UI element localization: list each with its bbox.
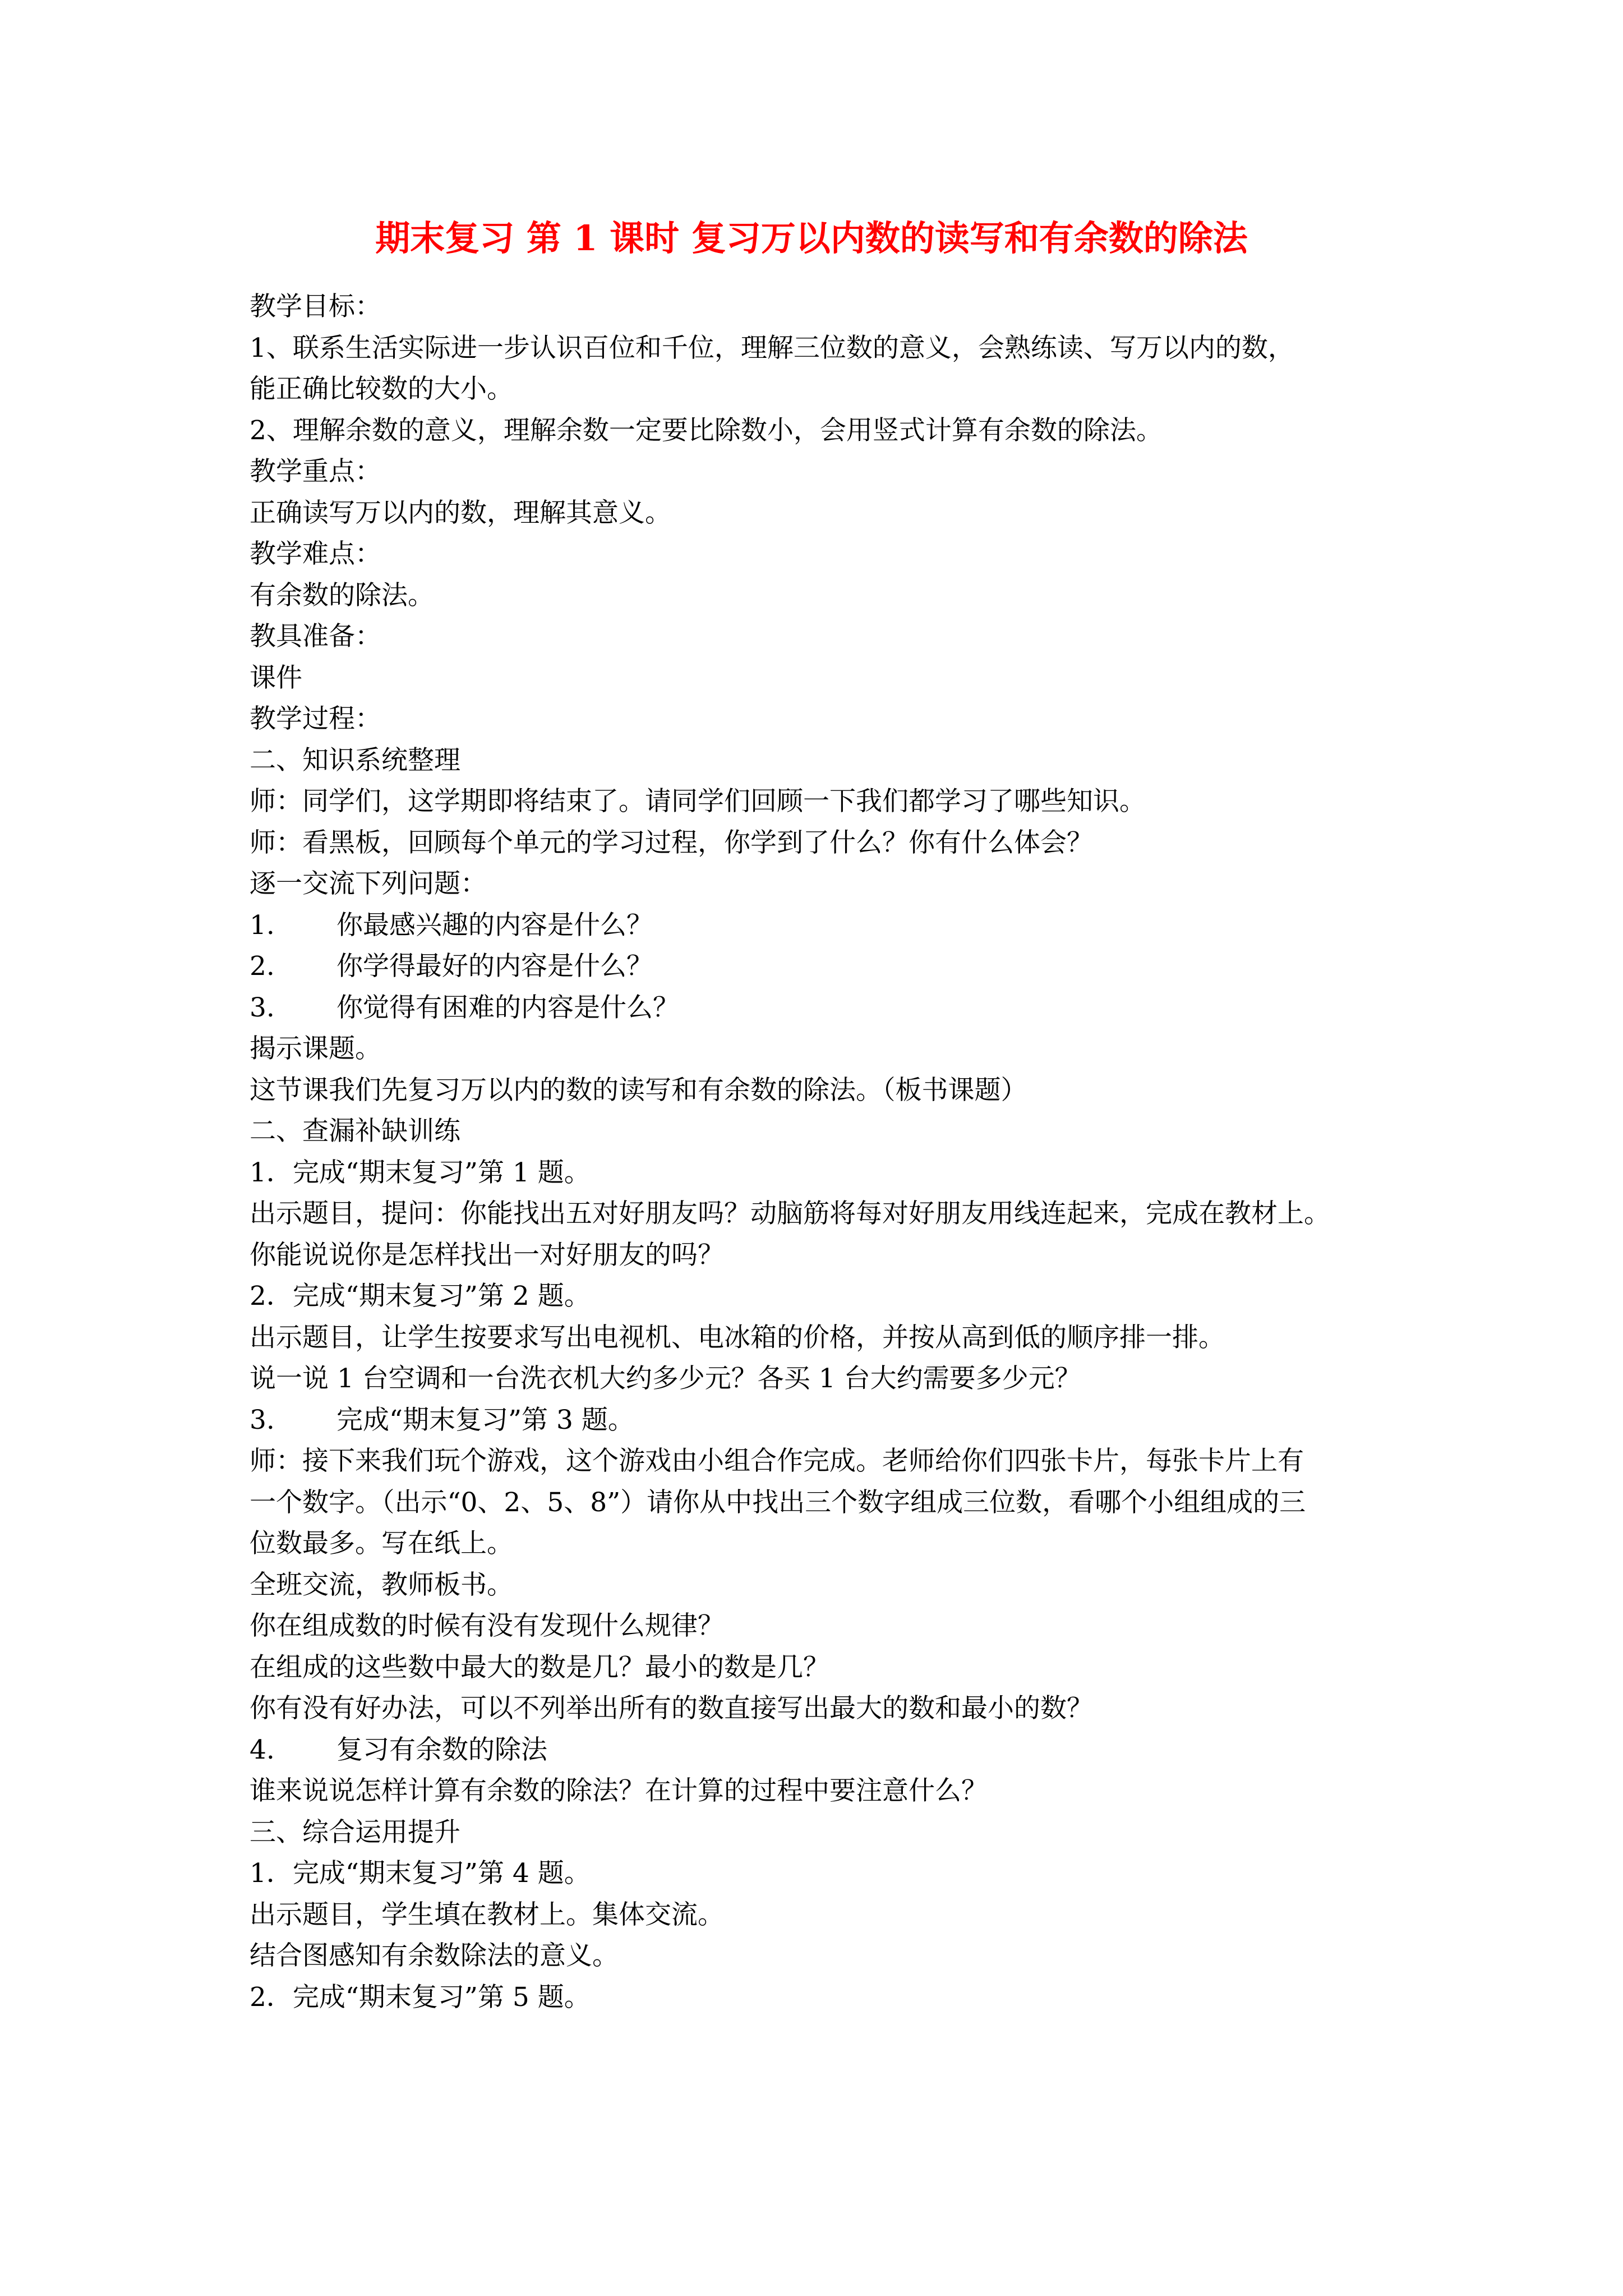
body-line: 位数最多。写在纸上。 <box>250 1528 513 1559</box>
body-line <box>250 905 1413 946</box>
body-line: 2．完成“期末复习”第 5 题。 <box>250 1981 591 2013</box>
body-line: 结合图感知有余数除法的意义。 <box>250 1940 619 1971</box>
document-title: 期末复习 第 1 课时 复习万以内数的读写和有余数的除法 <box>375 218 1248 259</box>
body-line: 课件 <box>250 662 302 693</box>
list-text: 你最感兴趣的内容是什么？ <box>336 909 653 941</box>
list-number: 4. <box>250 1734 275 1765</box>
list-text: 复习有余数的除法 <box>336 1734 547 1765</box>
list-number: 3. <box>250 992 275 1023</box>
list-text: 你学得最好的内容是什么？ <box>336 951 653 982</box>
body-line: 二、查漏补缺训练 <box>250 1116 460 1147</box>
body-line: 师：接下来我们玩个游戏，这个游戏由小组合作完成。老师给你们四张卡片，每张卡片上有 <box>250 1446 1304 1476</box>
body-line: 2．完成“期末复习”第 2 题。 <box>250 1281 591 1312</box>
body-line: 说一说 1 台空调和一台洗衣机大约多少元？各买 1 台大约需要多少元？ <box>250 1363 1081 1394</box>
body-line: 你在组成数的时候有没有发现什么规律？ <box>250 1611 724 1641</box>
body-line: 教具准备： <box>250 621 381 652</box>
body-line: 在组成的这些数中最大的数是几？最小的数是几？ <box>250 1651 829 1683</box>
body-line: 出示题目，学生填在教材上。集体交流。 <box>250 1899 724 1930</box>
list-number: 1. <box>250 909 275 941</box>
list-text: 你觉得有困难的内容是什么？ <box>336 992 679 1023</box>
body-line: 2、理解余数的意义，理解余数一定要比除数小，会用竖式计算有余数的除法。 <box>250 415 1163 446</box>
body-line: 1．完成“期末复习”第 4 题。 <box>250 1858 591 1889</box>
body-line: 1、联系生活实际进一步认识百位和千位，理解三位数的意义，会熟练读、写万以内的数， <box>250 332 1294 364</box>
body-line: 谁来说说怎样计算有余数的除法？在计算的过程中要注意什么？ <box>250 1775 988 1806</box>
body-line: 揭示课题。 <box>250 1033 381 1064</box>
body-line: 这节课我们先复习万以内的数的读写和有余数的除法。（板书课题） <box>250 1074 1027 1106</box>
body-line: 教学重点： <box>250 456 381 487</box>
body-line: 师：看黑板，回顾每个单元的学习过程，你学到了什么？你有什么体会？ <box>250 827 1093 858</box>
body-line: 二、知识系统整理 <box>250 744 460 776</box>
body-line: 师：同学们，这学期即将结束了。请同学们回顾一下我们都学习了哪些知识。 <box>250 786 1146 817</box>
body-line: 出示题目，让学生按要求写出电视机、电冰箱的价格，并按从高到低的顺序排一排。 <box>250 1322 1225 1353</box>
body-line: 1．完成“期末复习”第 1 题。 <box>250 1157 591 1188</box>
body-line: 三、综合运用提升 <box>250 1816 460 1848</box>
body-line: 全班交流，教师板书。 <box>250 1569 513 1600</box>
body-line: 有余数的除法。 <box>250 579 434 611</box>
list-text: 完成“期末复习”第 3 题。 <box>336 1404 634 1435</box>
document-body <box>250 286 1413 2018</box>
body-line <box>250 987 1413 1029</box>
body-line: 教学过程： <box>250 703 381 734</box>
body-line: 出示题目，提问：你能找出五对好朋友吗？动脑筋将每对好朋友用线连起来，完成在教材上。 <box>250 1198 1330 1229</box>
list-number: 3. <box>250 1404 275 1435</box>
body-line: 你有没有好办法，可以不列举出所有的数直接写出最大的数和最小的数？ <box>250 1693 1093 1724</box>
body-line: 教学难点： <box>250 539 381 569</box>
body-line <box>250 1400 1413 1441</box>
body-line: 一个数字。（出示“0、2、5、8”）请你从中找出三个数字组成三位数，看哪个小组组成的三 <box>250 1487 1306 1518</box>
body-line <box>250 946 1413 987</box>
body-line: 你能说说你是怎样找出一对好朋友的吗？ <box>250 1239 724 1271</box>
body-line <box>250 1729 1413 1771</box>
body-line: 能正确比较数的大小。 <box>250 374 513 404</box>
body-line: 正确读写万以内的数，理解其意义。 <box>250 497 671 528</box>
list-number: 2. <box>250 951 275 982</box>
body-line: 逐一交流下列问题： <box>250 868 487 899</box>
body-line: 教学目标： <box>250 291 381 322</box>
